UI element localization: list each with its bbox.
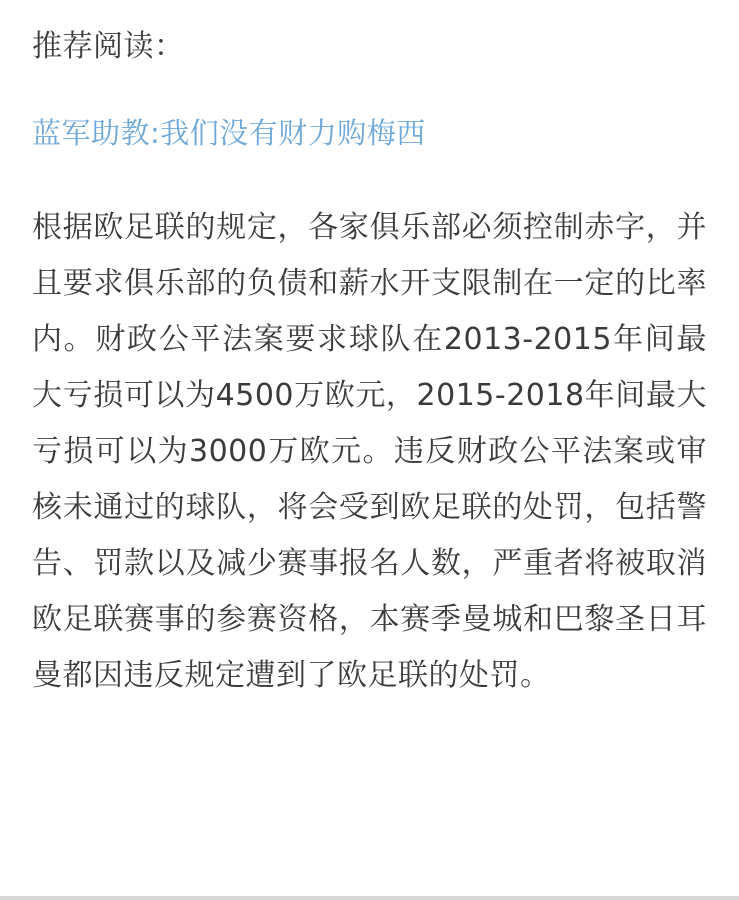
bottom-divider xyxy=(0,896,739,900)
recommended-reading-label: 推荐阅读： xyxy=(32,29,185,64)
recommended-article-link[interactable]: 蓝军助教:我们没有财力购梅西 xyxy=(32,116,426,150)
article-body-paragraph: 根据欧足联的规定，各家俱乐部必须控制赤字，并且要求俱乐部的负债和薪水开支限制在一定的比率内。财政公平法案要求球队在2013-2015年间最大亏损可以为4500万欧元，2015-2018年间最大亏损可以为3000万欧元。违反财政公平法案或审核未通过的球队，将会受到欧足联的处罚，包括警告、罚款以及减少赛事报名人数，严重者将被取消欧足联赛事的参赛资格，本赛季曼城和巴黎圣日耳曼都因违反规定遭到了欧足联的处罚。 xyxy=(32,209,707,693)
